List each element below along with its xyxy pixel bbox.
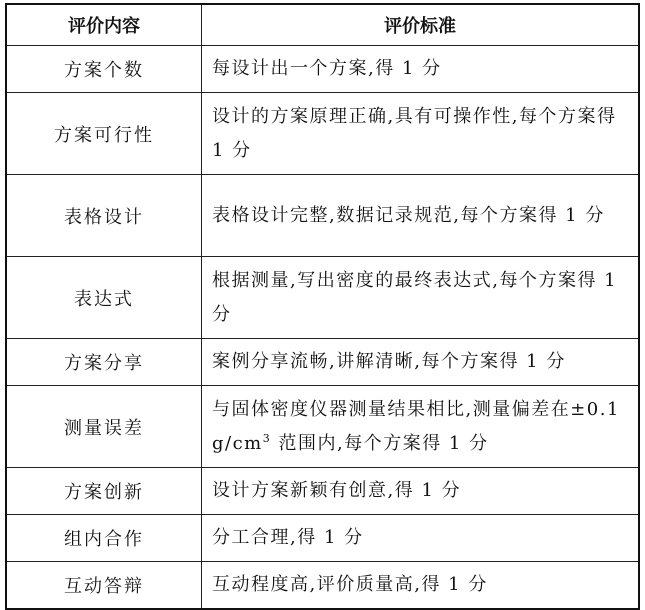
table-row [6,46,639,93]
table-row [6,468,639,515]
row-item: 互动答辩 [6,562,202,610]
row-item: 组内合作 [6,515,202,562]
table-row [6,339,639,386]
row-criterion: 每设计出一个方案,得 1 分 [202,46,640,93]
header-criterion: 评价标准 [202,4,640,46]
row-item: 方案可行性 [6,93,202,175]
row-item: 方案分享 [6,339,202,386]
row-criterion: 案例分享流畅,讲解清晰,每个方案得 1 分 [202,339,640,386]
table-row [6,257,639,339]
row-criterion: 设计的方案原理正确,具有可操作性,每个方案得 1 分 [202,93,640,175]
table-row [6,93,639,175]
row-criterion: 分工合理,得 1 分 [202,515,640,562]
header-item: 评价内容 [6,4,202,46]
table-row [6,175,639,257]
table-row [6,515,639,562]
row-criterion: 互动程度高,评价质量高,得 1 分 [202,562,640,610]
criterion-text: 与固体密度仪器测量结果相比,测量偏差在±0.1 g/cm [212,398,620,454]
header-row [6,4,639,46]
criterion-text: 范围内,每个方案得 1 分 [271,432,489,454]
row-item: 方案个数 [6,46,202,93]
row-item: 表达式 [6,257,202,339]
table-row [6,386,639,468]
unit-superscript: 3 [262,431,272,445]
row-criterion: 表格设计完整,数据记录规范,每个方案得 1 分 [202,175,640,257]
row-criterion [202,386,640,468]
row-item: 表格设计 [6,175,202,257]
evaluation-table [5,3,640,610]
row-item: 测量误差 [6,386,202,468]
row-criterion: 设计方案新颖有创意,得 1 分 [202,468,640,515]
row-item: 方案创新 [6,468,202,515]
table-row [6,562,639,610]
row-criterion: 根据测量,写出密度的最终表达式,每个方案得 1 分 [202,257,640,339]
